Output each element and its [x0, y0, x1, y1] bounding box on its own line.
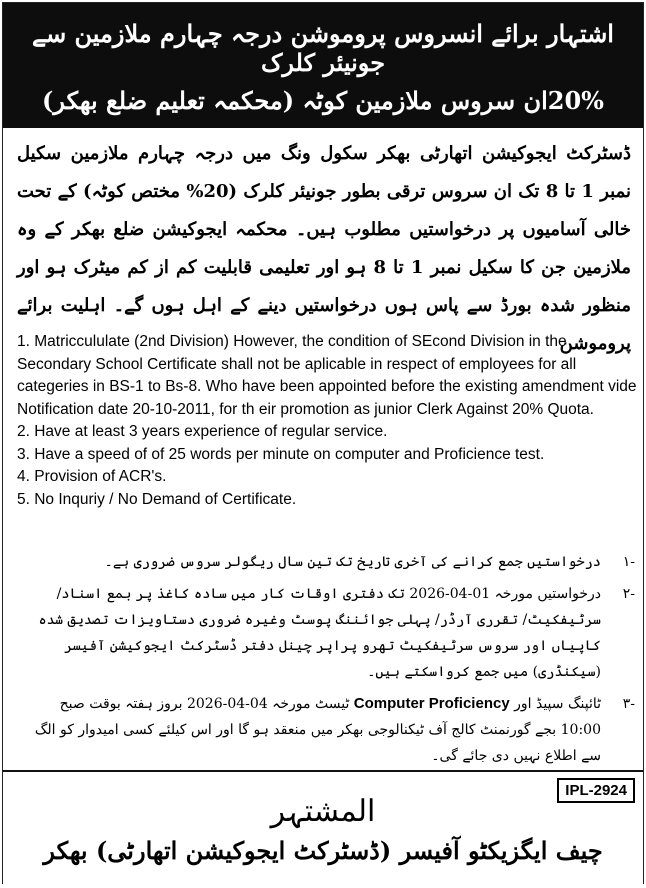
note-text-pre: ٹائپنگ سپیڈ اور — [509, 696, 601, 712]
note-item — [17, 691, 635, 769]
notes-list — [17, 549, 635, 775]
note-number: -۱ — [622, 554, 635, 570]
note-text-english: Computer Proficiency — [353, 695, 510, 712]
header-title: اشتہار برائے انسروس پروموشن درجہ چہارم ملازمین سے جونیئر کلرک — [32, 19, 614, 77]
signer-title: چیف ایگزیکٹو آفیسر (ڈسٹرکٹ ایجوکیشن اتھارٹی) بھکر — [43, 836, 603, 865]
requirement-1: 1. Matriccululate (2nd Division) However, the condition of SEcond Division in the Secondary School Certificate shall not be aplicable in respect of employees for all categeries in BS-1 to Bs-8. Who have been appointed before the existing amendment vide Notification date 20-10-2011, for th eir promotion as junior Clerk Against 20% Quota. — [17, 333, 637, 418]
requirements-list — [17, 331, 639, 511]
note-text: درخواستیں جمع کرانے کی آخری تاریخ تک تین سال ریگولر سروس ضروری ہے۔ — [104, 554, 601, 570]
requirement-3: 3. Have a speed of of 25 words per minute on computer and Proficience test. — [17, 445, 545, 463]
note-number: -۳ — [622, 696, 635, 712]
header-subtitle: 20%ان سروس ملازمین کوٹہ (محکمہ تعلیم ضلع بھکر) — [42, 86, 604, 115]
note-item — [17, 549, 635, 575]
intro-paragraph: ڈسٹرکٹ ایجوکیشن اتھارٹی بھکر سکول ونگ میں درجہ چہارم ملازمین سکیل نمبر 1 تا 8 تک ان سروس ترقی بطور جونیئر کلرک (20% مختص کوٹہ) کے تحت خالی آسامیوں پر درخواستیں مطلوب ہیں۔ محکمہ ایجوکیشن ضلع بھکر کے وہ ملازمین جن کا سکیل نمبر 1 تا 8 ہو اور تعلیمی قابلیت کم از کم میٹرک ہو اور منظور شدہ بورڈ سے پاس ہوں درخواستیں دینے کے اہل ہوں گے۔ اہلیت برائے پروموشن — [17, 143, 632, 354]
note-text: درخواستیں مورخہ 01-04-2026 تک دفتری اوقات کار میں سادہ کاغذ پر بمع اسناد/ سرٹیفکیٹ/ تقرری آرڈر/ پہلی جوائننگ پوسٹ وغیرہ ضروری دستاویزات تصدیق شدہ کاپیاں اور سروس سرٹیفکیٹ تھرو پراپر چینل دفتر ڈسٹرکٹ ایجوکیشن آفیسر (سیکنڈری) میں جمع کرواسکتے ہیں۔ — [38, 586, 601, 680]
note-item — [17, 581, 635, 685]
requirement-5: 5. No Inquriy / No Demand of Certificate. — [17, 490, 297, 508]
ipl-badge: IPL-2924 — [557, 778, 635, 803]
requirement-4: 4. Provision of ACR's. — [17, 468, 167, 485]
advertiser-label: المشتہر — [270, 794, 376, 829]
note-number: -۲ — [622, 586, 635, 602]
requirement-2: 2. Have at least 3 years experience of regular service. — [17, 423, 388, 440]
footer — [3, 770, 643, 885]
advertisement-page — [2, 2, 644, 884]
note-text-post: ٹیسٹ مورخہ 04-04-2026 بروز ہفتہ بوقت صبح 10:00 بجے گورنمنٹ کالج آف ٹیکنالوجی بھکر میں منعقد ہو گا اور اس کیلئے کسی امیدوار کو الگ سے اطلاع نہیں دی جائے گی۔ — [34, 696, 601, 764]
header-banner — [3, 3, 643, 128]
